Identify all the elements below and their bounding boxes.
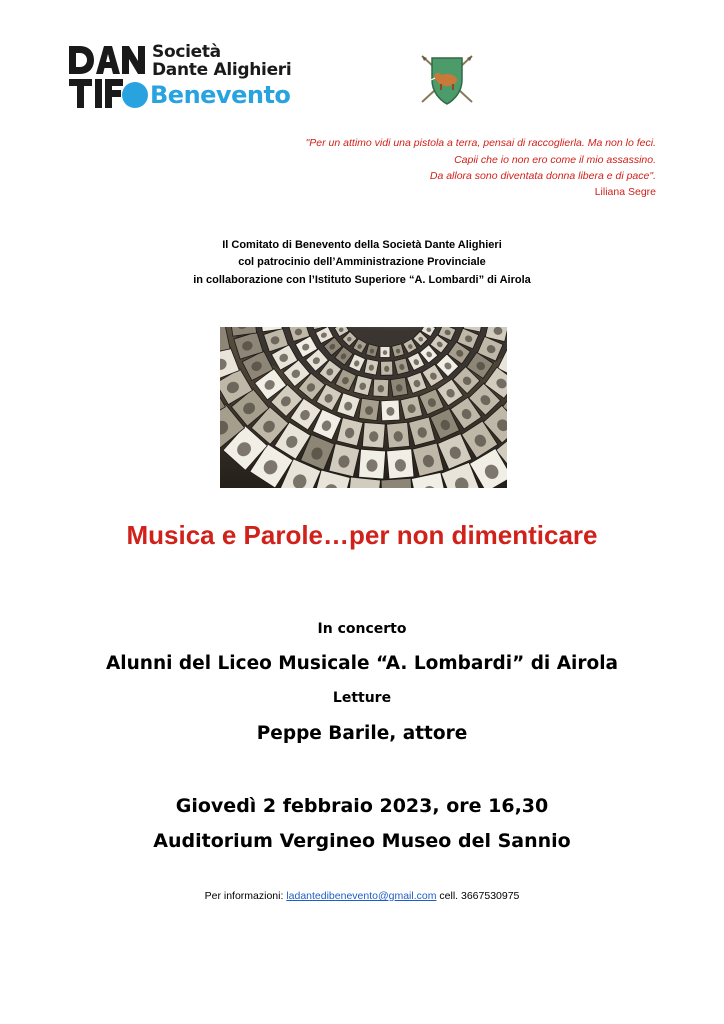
logo-text-societa: Società xyxy=(152,42,221,62)
quote-author: Liliana Segre xyxy=(594,186,656,198)
intro-line: Il Comitato di Benevento della Società Dante Alighieri xyxy=(222,239,502,251)
logo-text-benevento: Benevento xyxy=(150,81,291,109)
reader: Peppe Barile, attore xyxy=(256,723,468,744)
contact-email-link[interactable]: ladantedibenevento@gmail.com xyxy=(286,890,437,902)
quote-line: Capii che io non ero come il mio assassino. xyxy=(454,154,656,166)
event-date: Giovedì 2 febbraio 2023, ore 16,30 xyxy=(175,795,549,817)
heraldic-shield-icon xyxy=(416,50,478,108)
concert-label: In concerto xyxy=(317,621,407,637)
contact-info-prefix: Per informazioni: xyxy=(204,890,287,902)
quote-line: "Per un attimo vidi una pistola a terra, pensai di raccoglierla. Ma non lo feci. xyxy=(305,137,656,149)
quote-line: Da allora sono diventata donna libera e di pace". xyxy=(429,170,656,182)
event-title: Musica e Parole…per non dimenticare xyxy=(126,520,598,550)
contact-info xyxy=(0,890,724,902)
dante-logo-mark xyxy=(68,44,148,110)
event-venue: Auditorium Vergineo Museo del Sannio xyxy=(153,830,571,852)
reading-label: Letture xyxy=(332,690,392,706)
logo-text-dante-alighieri: Dante Alighieri xyxy=(152,60,292,80)
performers: Alunni del Liceo Musicale “A. Lombardi” di Airola xyxy=(105,653,619,674)
hall-of-names-photo xyxy=(220,327,507,488)
intro-line: col patrocinio dell’Amministrazione Provinciale xyxy=(238,256,486,268)
intro-line: in collaborazione con l’Istituto Superiore “A. Lombardi” di Airola xyxy=(193,274,531,286)
dante-logo-icon xyxy=(68,44,148,110)
contact-phone: cell. 3667530975 xyxy=(436,890,520,902)
